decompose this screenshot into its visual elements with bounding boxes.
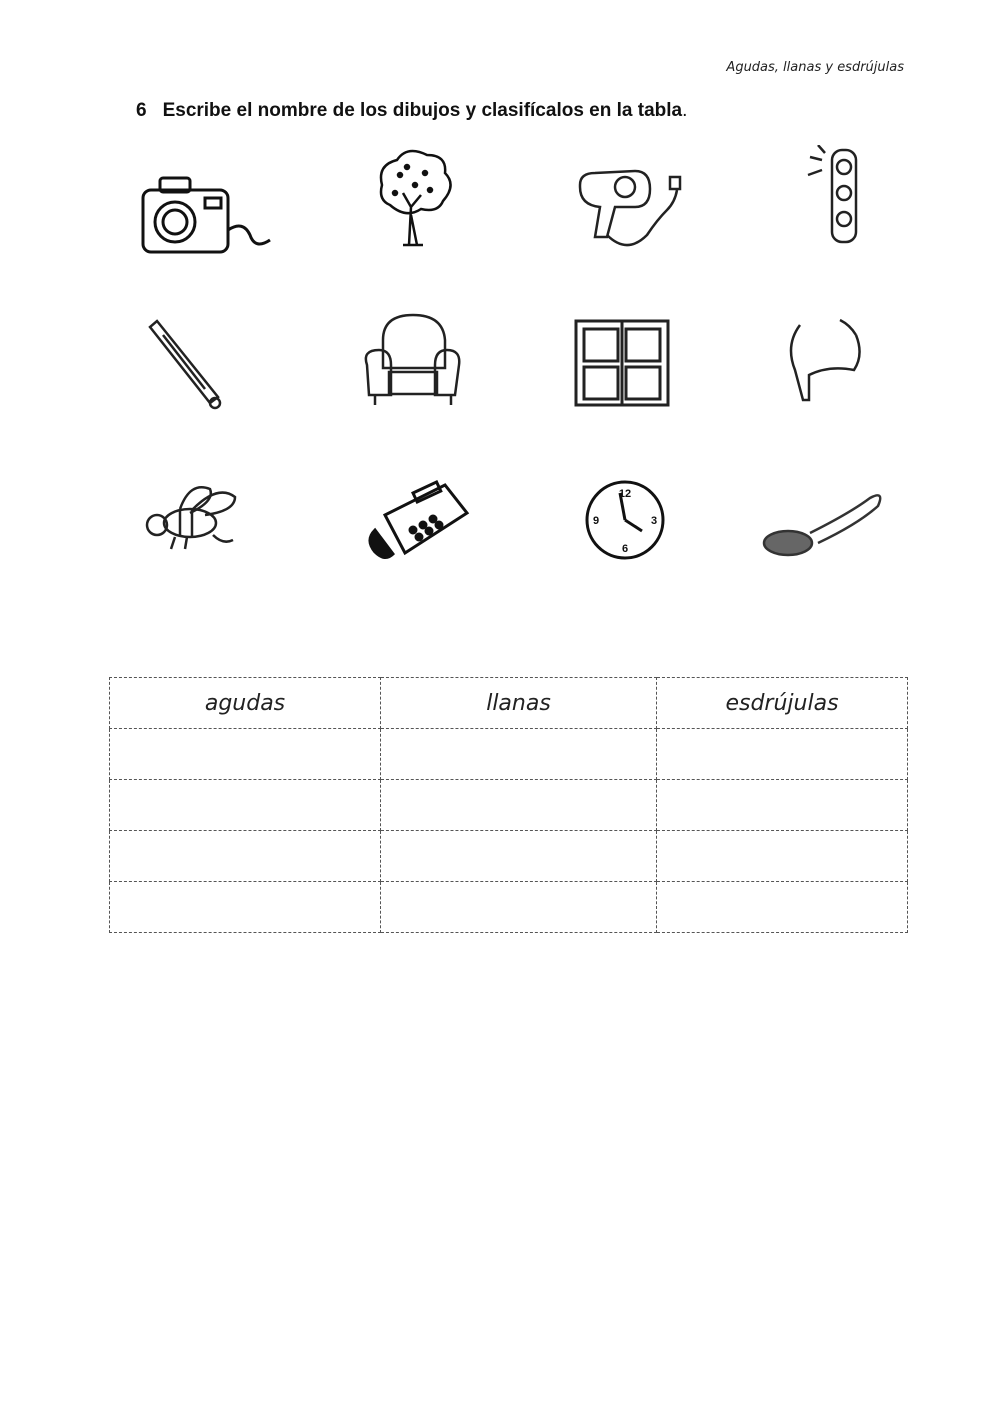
answer-cell[interactable] (381, 882, 657, 933)
table-row (110, 780, 908, 831)
bee-icon (135, 475, 275, 585)
header-llanas: llanas (381, 678, 657, 729)
high-heel-shoe-icon (780, 315, 920, 425)
instruction-text: Escribe el nombre de los dibujos y clasifícalos en la tabla (162, 100, 683, 121)
exercise-number: 6 (136, 100, 147, 121)
answer-cell[interactable] (381, 831, 657, 882)
instruction-period: . (682, 100, 688, 121)
answer-cell[interactable] (657, 882, 908, 933)
answer-cell[interactable] (110, 831, 381, 882)
thermometer-icon (135, 315, 275, 425)
telephone-icon (355, 475, 495, 585)
exercise-instruction (136, 100, 687, 122)
header-esdrujulas: esdrújulas (657, 678, 908, 729)
traffic-light-icon (770, 145, 910, 255)
picture-grid (120, 140, 920, 580)
clock-number-6: 6 (621, 543, 629, 555)
clock-number-12: 12 (618, 488, 632, 500)
answer-cell[interactable] (657, 780, 908, 831)
clock-icon (570, 475, 710, 585)
clock-number-9: 9 (592, 515, 600, 527)
table-row (110, 729, 908, 780)
hair-dryer-icon (560, 155, 700, 265)
answer-cell[interactable] (657, 729, 908, 780)
table-header-row (110, 678, 908, 729)
answer-cell[interactable] (110, 882, 381, 933)
camera-icon (135, 160, 275, 270)
armchair-icon (355, 310, 495, 420)
table-row (110, 882, 908, 933)
running-title: Agudas, llanas y esdrújulas (726, 60, 904, 75)
answer-cell[interactable] (657, 831, 908, 882)
answer-cell[interactable] (381, 729, 657, 780)
answer-cell[interactable] (381, 780, 657, 831)
tree-icon (345, 145, 485, 255)
header-agudas: agudas (110, 678, 381, 729)
window-icon (570, 315, 710, 425)
answer-cell[interactable] (110, 780, 381, 831)
clock-number-3: 3 (650, 515, 658, 527)
spoon-icon (760, 475, 900, 585)
table-row (110, 831, 908, 882)
answer-cell[interactable] (110, 729, 381, 780)
classification-table (109, 677, 908, 933)
